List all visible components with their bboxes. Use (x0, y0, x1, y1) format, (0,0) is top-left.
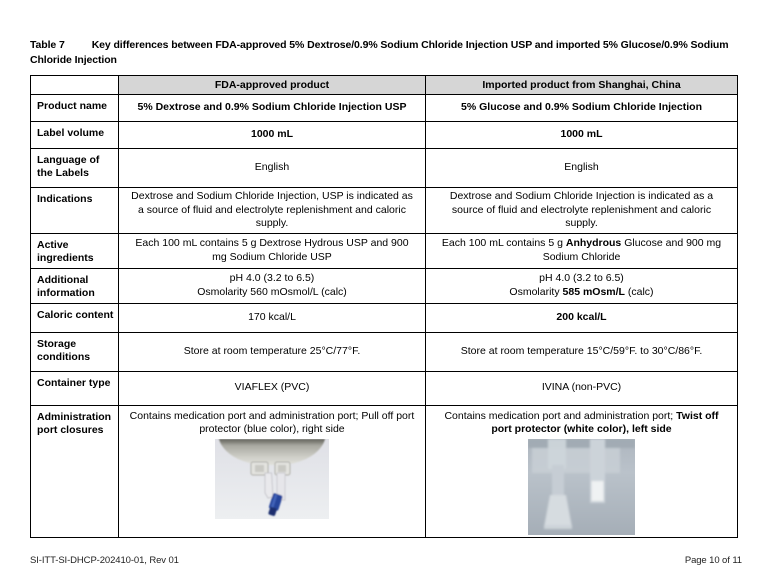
row-additional-information (31, 268, 738, 303)
container-type-label: Container type (31, 371, 119, 405)
row-container-type (31, 371, 738, 405)
comparison-table (30, 75, 738, 538)
container-type-imported-cell (426, 371, 738, 405)
indications-imported-text: Dextrose and Sodium Chloride Injection is indicated as a source of fluid and electrolyte replenishment and caloric supply. (449, 190, 714, 229)
row-product-name (31, 95, 738, 122)
label-volume-label: Label volume (31, 122, 119, 149)
indications-imported-cell (426, 188, 738, 234)
administration-port-closures-fda-cell (119, 405, 426, 537)
footer-page-number: Page 10 of 11 (684, 555, 742, 566)
comparison-table-body (31, 95, 738, 538)
language-of-the-labels-imported-cell (426, 149, 738, 188)
row-label-volume (31, 122, 738, 149)
container-type-fda-cell (119, 371, 426, 405)
administration-port-closures-imported-text: Contains medication port and administration port; Twist off port protector (white color), left side (444, 409, 719, 435)
storage-conditions-imported-cell (426, 332, 738, 371)
product-name-fda-text: 5% Dextrose and 0.9% Sodium Chloride Injection USP (137, 101, 407, 114)
active-ingredients-fda-text: Each 100 mL contains 5 g Dextrose Hydrous USP and 900 mg Sodium Chloride USP (135, 237, 409, 263)
language-of-the-labels-fda-text: English (254, 161, 290, 174)
language-of-the-labels-label: Language of the Labels (31, 149, 119, 188)
table-header-row (31, 76, 738, 95)
footer-document-id: SI-ITT-SI-DHCP-202410-01, Rev 01 (30, 555, 179, 566)
caloric-content-imported-text: 200 kcal/L (556, 310, 607, 323)
imported-product-ports-photo (528, 439, 635, 535)
label-volume-imported-cell (426, 122, 738, 149)
additional-information-imported-cell (426, 268, 738, 303)
indications-fda-text: Dextrose and Sodium Chloride Injection, USP is indicated as a source of fluid and electrolyte replenishment and caloric supply. (131, 190, 413, 229)
row-active-ingredients (31, 233, 738, 268)
active-ingredients-imported-text: Each 100 mL contains 5 g Anhydrous Glucose and 900 mg Sodium Chloride (441, 237, 722, 263)
active-ingredients-label: Active ingredients (31, 233, 119, 268)
table-corner-empty-cell (31, 76, 119, 95)
product-name-fda-cell (119, 95, 426, 122)
caloric-content-label: Caloric content (31, 303, 119, 332)
page-footer (30, 555, 742, 566)
storage-conditions-fda-cell (119, 332, 426, 371)
additional-information-label: Additional information (31, 268, 119, 303)
caloric-content-fda-cell (119, 303, 426, 332)
active-ingredients-imported-cell (426, 233, 738, 268)
additional-information-fda-cell (119, 268, 426, 303)
storage-conditions-label: Storage conditions (31, 332, 119, 371)
row-administration-port-closures (31, 405, 738, 537)
table-number-label: Table 7 (30, 39, 65, 51)
label-volume-fda-text: 1000 mL (250, 128, 294, 141)
active-ingredients-fda-cell (119, 233, 426, 268)
additional-information-fda-text: pH 4.0 (3.2 to 6.5) Osmolarity 560 mOsmol/L (calc) (197, 272, 347, 298)
row-language-of-the-labels (31, 149, 738, 188)
caloric-content-imported-cell (426, 303, 738, 332)
fda-photo-container (128, 439, 416, 519)
product-name-imported-text: 5% Glucose and 0.9% Sodium Chloride Injection (461, 101, 702, 114)
caloric-content-fda-text: 170 kcal/L (248, 310, 296, 323)
administration-port-closures-label: Administration port closures (31, 405, 119, 537)
storage-conditions-imported-text: Store at room temperature 15°C/59°F. to 30°C/86°F. (460, 344, 703, 357)
indications-fda-cell (119, 188, 426, 234)
indications-label: Indications (31, 188, 119, 234)
storage-conditions-fda-text: Store at room temperature 25°C/77°F. (183, 344, 361, 357)
table-title (30, 38, 732, 68)
language-of-the-labels-imported-text: English (564, 161, 599, 174)
fda-product-ports-photo (215, 439, 329, 519)
administration-port-closures-fda-text: Contains medication port and administration port; Pull off port protector (blue color), right side (129, 409, 415, 435)
row-indications (31, 188, 738, 234)
table-title-text: Key differences between FDA-approved 5% Dextrose/0.9% Sodium Chloride Injection USP and imported 5% Glucose/0.9% Sodium Chloride Injection (30, 39, 729, 66)
container-type-fda-text: VIAFLEX (PVC) (234, 381, 310, 394)
language-of-the-labels-fda-cell (119, 149, 426, 188)
label-volume-imported-text: 1000 mL (560, 128, 603, 141)
additional-information-imported-text: pH 4.0 (3.2 to 6.5) Osmolarity 585 mOsm/L (calc) (509, 272, 654, 298)
container-type-imported-text: IVINA (non-PVC) (541, 381, 622, 394)
column-header-imported: Imported product from Shanghai, China (426, 76, 738, 95)
imported-photo-container (435, 439, 728, 535)
product-name-label: Product name (31, 95, 119, 122)
product-name-imported-cell (426, 95, 738, 122)
row-storage-conditions (31, 332, 738, 371)
row-caloric-content (31, 303, 738, 332)
administration-port-closures-imported-cell (426, 405, 738, 537)
label-volume-fda-cell (119, 122, 426, 149)
column-header-fda: FDA-approved product (119, 76, 426, 95)
